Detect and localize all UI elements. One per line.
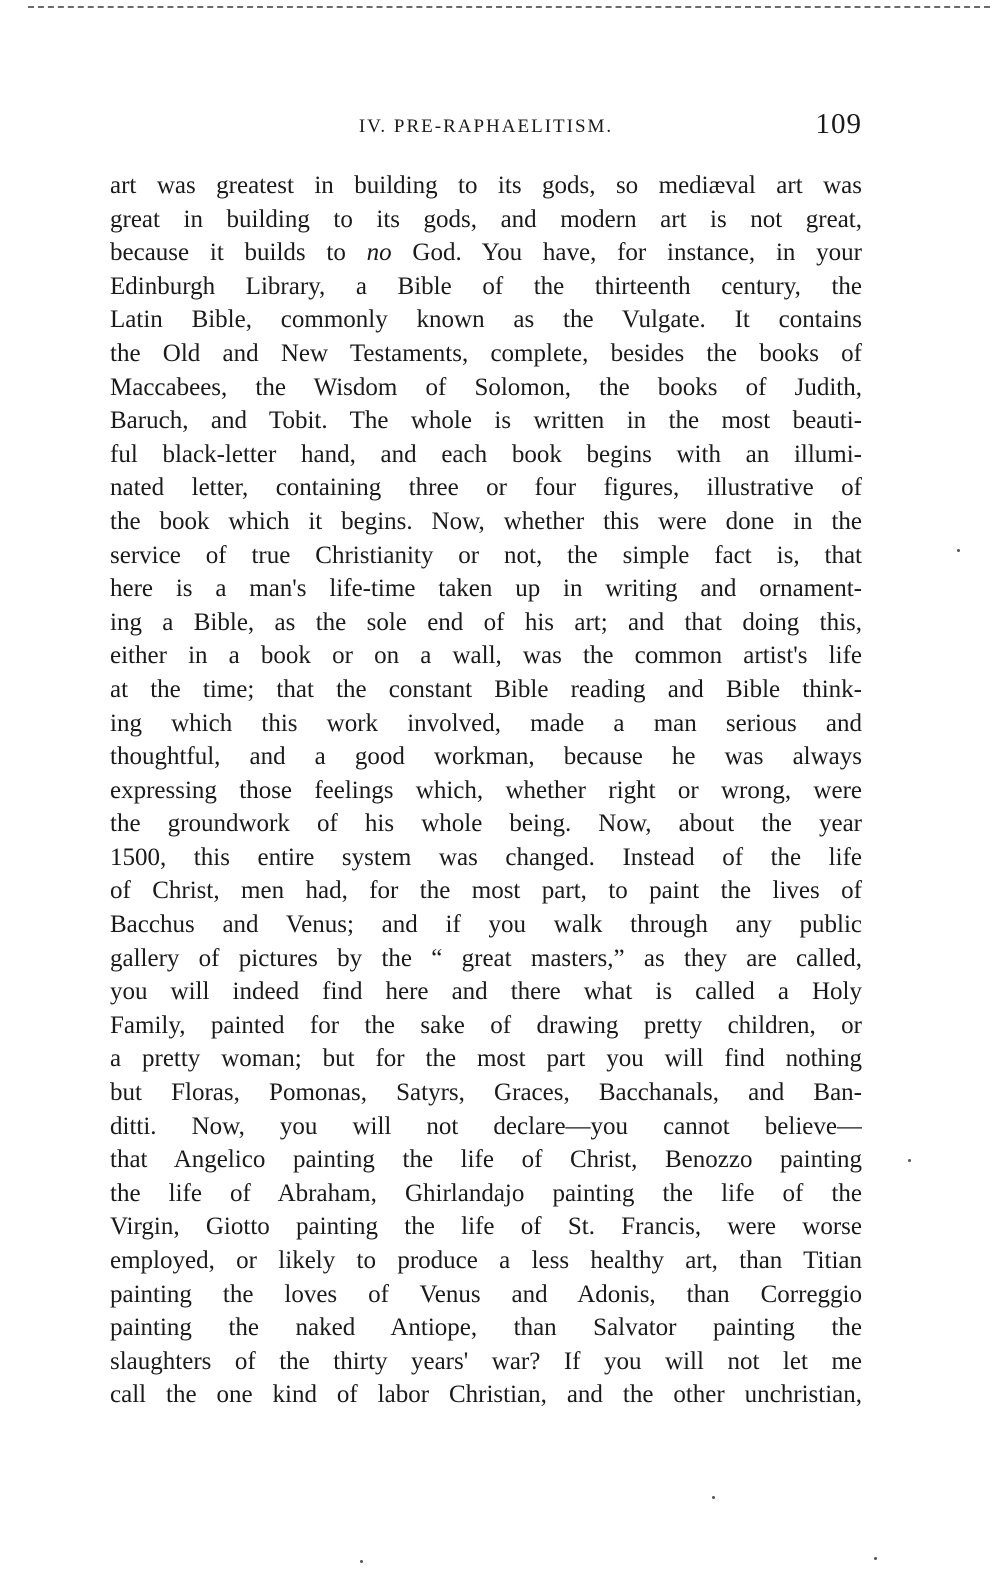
body-line: 1500, this entire system was changed. Instead of the life [110,843,862,871]
body-line: painting the naked Antiope, than Salvator painting the [110,1314,862,1342]
body-line: you will indeed find here and there what is called a Holy [110,978,862,1006]
scan-speck [957,549,960,552]
body-line: Family, painted for the sake of drawing pretty children, or [110,1011,862,1039]
body-line: of Christ, men had, for the most part, to paint the lives of [110,877,862,905]
body-line: the book which it begins. Now, whether this were done in the [110,507,862,535]
body-line: thoughtful, and a good workman, because he was always [110,743,862,771]
body-line: ing which this work involved, made a man serious and [110,709,862,737]
body-line: employed, or likely to produce a less healthy art, than Titian [110,1247,862,1274]
body-line: but Floras, Pomonas, Satyrs, Graces, Bacchanals, and Ban- [110,1079,862,1107]
page-number: 109 [815,108,862,140]
body-line: Edinburgh Library, a Bible of the thirteenth century, the [110,272,862,300]
scan-speck [360,1560,363,1563]
body-line: Bacchus and Venus; and if you walk through any public [110,911,862,939]
body-line: here is a man's life-time taken up in writing and ornament- [110,575,862,603]
body-line: call the one kind of labor Christian, and the other unchristian, [110,1381,862,1409]
body-line: the groundwork of his whole being. Now, about the year [110,810,862,838]
page-header [110,106,862,146]
body-line: ful black-letter hand, and each book begins with an illumi- [110,440,862,468]
body-line: Latin Bible, commonly known as the Vulgate. It contains [110,306,862,334]
body-text [110,169,862,1412]
body-line: service of true Christianity or not, the simple fact is, that [110,541,862,569]
body-line: because it builds to no God. You have, for instance, in your [110,239,862,267]
body-line: art was greatest in building to its gods, so mediæval art was [110,172,862,199]
scan-speck [908,1159,911,1162]
body-line: Baruch, and Tobit. The whole is written in the most beauti- [110,407,862,435]
scan-speck [874,1557,877,1560]
body-line: a pretty woman; but for the most part you will find nothing [110,1045,862,1073]
body-line: Virgin, Giotto painting the life of St. Francis, were worse [110,1213,862,1241]
body-line: the life of Abraham, Ghirlandajo painting the life of the [110,1179,862,1207]
body-line: ditti. Now, you will not declare—you cannot believe— [110,1112,862,1140]
body-line: the Old and New Testaments, complete, besides the books of [110,339,862,367]
body-line: expressing those feelings which, whether right or wrong, were [110,776,862,804]
body-line: gallery of pictures by the “ great masters,” as they are called, [110,944,862,972]
emphasis-no: no [366,239,392,267]
body-line: nated letter, containing three or four figures, illustrative of [110,474,862,502]
body-line: ing a Bible, as the sole end of his art; and that doing this, [110,608,862,636]
body-line: that Angelico painting the life of Christ, Benozzo painting [110,1146,862,1174]
top-scan-rule [28,6,990,8]
body-line: either in a book or on a wall, was the common artist's life [110,642,862,670]
body-line: Maccabees, the Wisdom of Solomon, the books of Judith, [110,373,862,401]
body-line: painting the loves of Venus and Adonis, than Correggio [110,1280,862,1308]
body-line: at the time; that the constant Bible reading and Bible think- [110,675,862,703]
scan-speck [712,1496,715,1499]
running-head: IV. PRE-RAPHAELITISM. [358,116,614,137]
body-line: slaughters of the thirty years' war? If you will not let me [110,1347,862,1375]
body-line: great in building to its gods, and modern art is not great, [110,205,862,233]
